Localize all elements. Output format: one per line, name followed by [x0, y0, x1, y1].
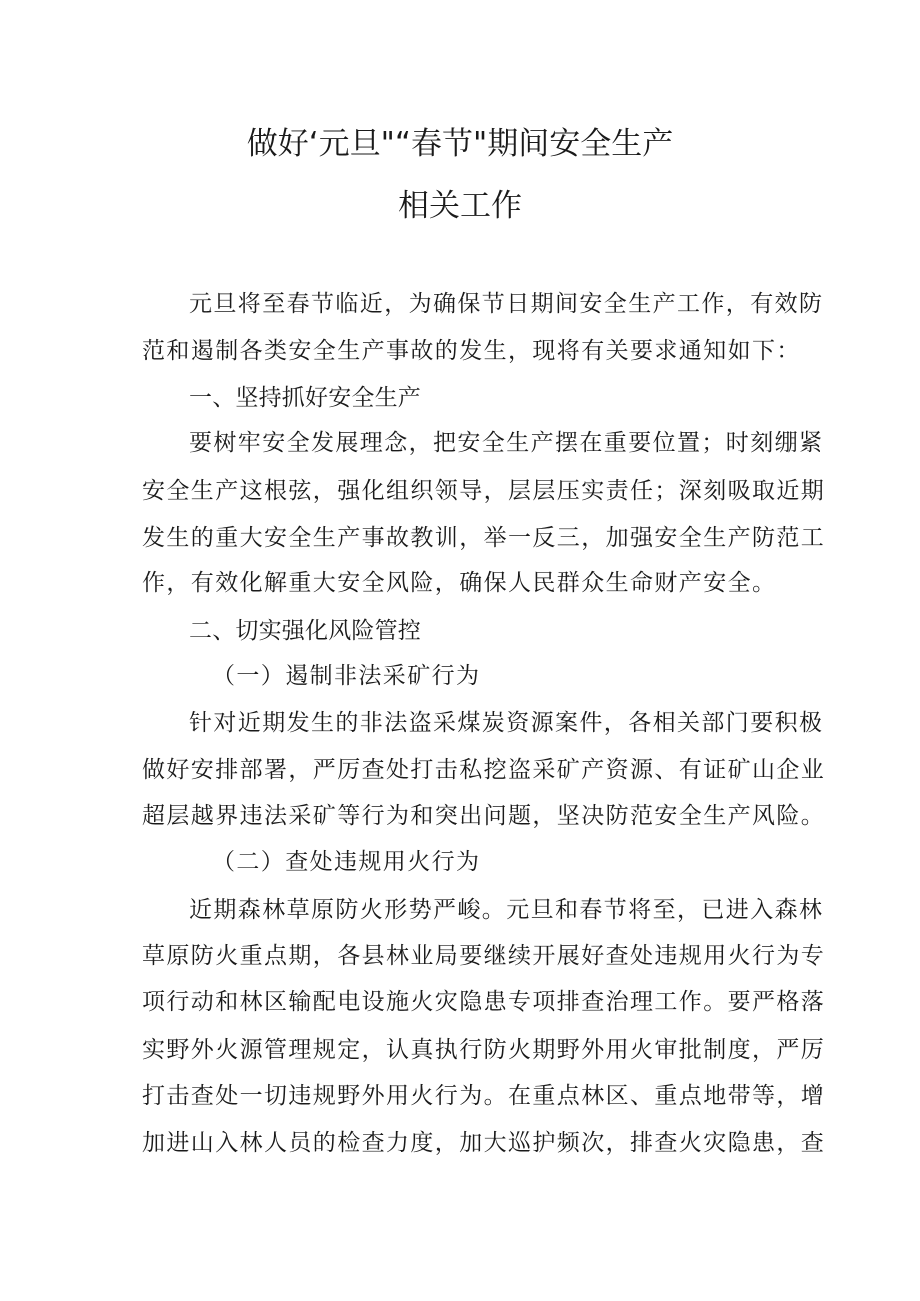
subsection-1-line-3: 超层越界违法采矿等行为和突出问题，坚决防范安全生产风险。 [142, 803, 826, 829]
intro-line-1: 元旦将至春节临近，为确保节日期间安全生产工作，有效防 [189, 291, 824, 317]
document-title-line-1: 做好‘元旦"“春节"期间安全生产 [246, 126, 674, 162]
subsection-2-line-2: 草原防火重点期，各县林业局要继续开展好查处违规用火行为专 [142, 943, 826, 969]
subsection-2-line-1: 近期森林草原防火形势严峻。元旦和春节将至，已进入森林 [189, 897, 824, 923]
subsection-2-line-6: 加进山入林人员的检查力度，加大巡护频次，排查火灾隐患，查 [142, 1130, 826, 1156]
subsection-2-line-4: 实野外火源管理规定，认真执行防火期野外用火审批制度，严厉 [142, 1037, 826, 1063]
subsection-1-line-2: 做好安排部署，严厉查处打击私挖盗采矿产资源、有证矿山企业 [142, 757, 826, 783]
subsection-2-heading: （二）查处违规用火行为 [212, 849, 481, 875]
document-title-line-2: 相关工作 [398, 188, 522, 224]
subsection-1-heading: （一）遏制非法采矿行为 [212, 663, 481, 689]
section-1-line-1: 要树牢安全发展理念，把安全生产摆在重要位置；时刻绷紧 [189, 430, 824, 456]
section-2-heading: 二、切实强化风险管控 [189, 618, 421, 644]
intro-line-2: 范和遏制各类安全生产事故的发生，现将有关要求通知如下： [142, 338, 801, 364]
section-1-heading: 一、坚持抓好安全生产 [189, 385, 421, 411]
subsection-2-line-5: 打击查处一切违规野外用火行为。在重点林区、重点地带等，增 [142, 1083, 826, 1109]
subsection-1-line-1: 针对近期发生的非法盗采煤炭资源案件，各相关部门要积极 [189, 710, 824, 736]
section-1-line-2: 安全生产这根弦，强化组织领导，层层压实责任；深刻吸取近期 [142, 478, 826, 504]
section-1-line-3: 发生的重大安全生产事故教训，举一反三，加强安全生产防范工 [142, 525, 826, 551]
section-1-line-4: 作，有效化解重大安全风险，确保人民群众生命财产安全。 [142, 570, 777, 596]
subsection-2-line-3: 项行动和林区输配电设施火灾隐患专项排查治理工作。要严格落 [142, 989, 826, 1015]
